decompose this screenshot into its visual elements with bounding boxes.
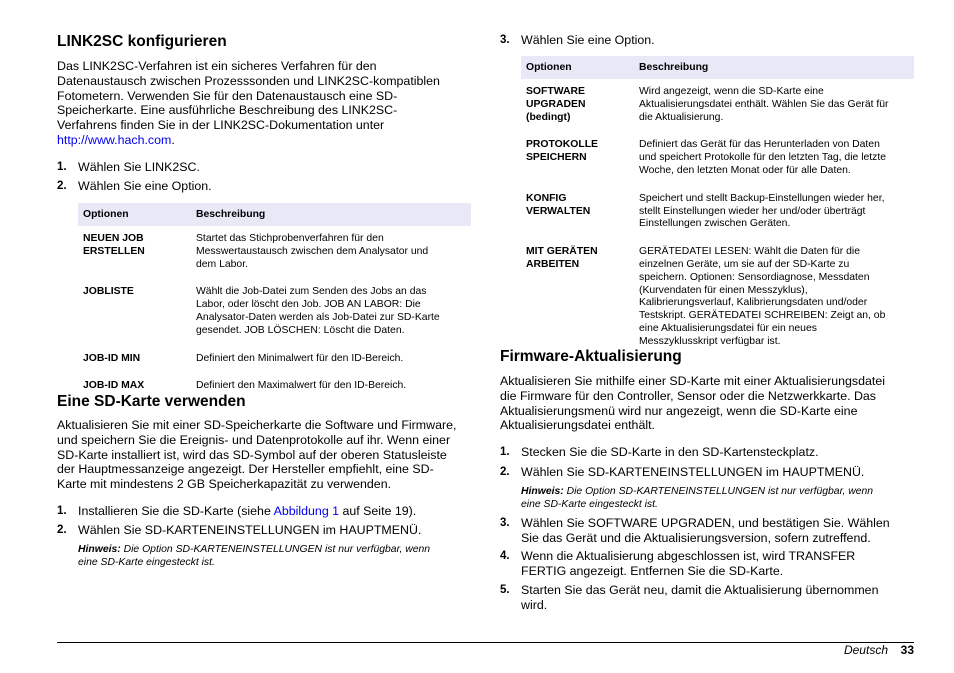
option-desc: die Aktualisierung. <box>639 111 724 123</box>
option-desc: und speichert Protokolle für den letzten Tag, die letzte <box>639 152 887 164</box>
step-3-firmware <box>500 516 914 546</box>
text-line: SD-Karte installiert ist, wird das SD-Symbol auf der oberen Statusleiste <box>57 447 447 462</box>
step-3-sd-card <box>500 33 914 48</box>
option-name: JOBLISTE <box>83 286 134 298</box>
step-text: Wählen Sie LINK2SC. <box>78 160 200 174</box>
heading-firmware: Firmware-Aktualisierung <box>500 348 682 365</box>
step-text: Installieren Sie die SD-Karte (siehe <box>78 504 274 518</box>
sd-card-options-table <box>521 56 914 357</box>
option-desc: (Kurvendaten für einen Messzyklus), <box>639 284 808 296</box>
step-number: 1. <box>57 505 67 517</box>
option-name: JOB-ID MIN <box>83 352 141 364</box>
step-number: 1. <box>57 161 67 173</box>
option-name: SPEICHERN <box>526 152 587 164</box>
option-desc: Aktualisierungsdatei enthält. Wählen Sie das Gerät für <box>639 98 889 110</box>
step-1-link2sc <box>57 160 471 175</box>
step-text: wird. <box>521 598 548 612</box>
step-1-sd-card <box>57 504 471 519</box>
firmware-intro <box>500 374 914 433</box>
step-number: 3. <box>500 34 510 46</box>
text-line: Aktualisieren Sie mit einer SD-Speicherkarte die Software und Firmware, <box>57 418 457 432</box>
text-line: Das LINK2SC-Verfahren ist ein sicheres Verfahren für den <box>57 59 377 73</box>
option-name: JOB-ID MAX <box>83 380 145 392</box>
table-row <box>78 279 471 345</box>
col-header-description: Beschreibung <box>634 56 914 79</box>
option-desc: Messwertaustausch zwischen dem Analysator und <box>196 245 429 257</box>
text-line: Fotometern. Verwenden Sie für den Datenaustausch eine SD- <box>57 88 398 103</box>
text-line: der Hauptmessanzeige angezeigt. Der Hersteller empfiehlt, eine SD- <box>57 462 434 477</box>
option-desc: Definiert den Minimalwert für den ID-Bereich. <box>196 352 404 364</box>
step-1-firmware <box>500 445 914 460</box>
step-5-firmware <box>500 583 914 613</box>
sd-card-intro <box>57 418 471 492</box>
step-text: Wählen Sie SD-KARTENEINSTELLUNGEN im HAUPTMENÜ. <box>521 465 865 479</box>
option-desc: eine Aktualisierungsdatei für ein neues <box>639 322 817 334</box>
col-header-options: Optionen <box>521 56 634 79</box>
option-desc: Messzyklusskript verfügbar ist. <box>639 335 781 347</box>
option-desc: GERÄTEDATEI LESEN: Wählt die Daten für die <box>639 246 860 258</box>
step-number: 4. <box>500 550 510 562</box>
option-name: KONFIG <box>526 192 567 204</box>
step-number: 1. <box>500 446 510 458</box>
option-name: (bedingt) <box>526 111 571 123</box>
page-number: 33 <box>900 643 914 657</box>
step-number: 2. <box>57 524 67 536</box>
option-desc: stellt Einstellungen wieder her und/oder überträgt <box>639 205 866 217</box>
option-name: SOFTWARE <box>526 86 585 97</box>
option-name: PROTOKOLLE <box>526 139 598 151</box>
text-line: Speicherkarte. Eine ausführliche Beschreibung des LINK2SC- <box>57 103 398 118</box>
note-text: eine SD-Karte eingesteckt ist. <box>521 499 658 510</box>
option-name: VERWALTEN <box>526 205 591 217</box>
text-line: Aktualisieren Sie mithilfe einer SD-Karte mit einer Aktualisierungsdatei <box>500 374 885 388</box>
text-line: die Firmware für den Controller, Sensor oder die Netzwerkkarte. Das <box>500 388 877 403</box>
option-name: UPGRADEN <box>526 98 586 110</box>
note-text: eine SD-Karte eingesteckt ist. <box>78 557 215 568</box>
option-desc: Definiert das Gerät für das Herunterladen von Daten <box>639 139 880 151</box>
table-row <box>521 186 914 239</box>
note-text: Die Option SD-KARTENEINSTELLUNGEN ist nur verfügbar, wenn <box>563 486 874 497</box>
text-line: und speichern Sie die Ereignis- und Datenprotokolle auf ihr. Wenn einer <box>57 432 451 447</box>
step-text: Starten Sie das Gerät neu, damit die Aktualisierung übernommen <box>521 583 879 597</box>
step-text: Wählen Sie SOFTWARE UPGRADEN, und bestätigen Sie. Wählen <box>521 516 890 530</box>
text-line: Karte mit mindestens 2 GB Speicherkapazität zu verwenden. <box>57 477 392 492</box>
step-text: auf Seite 19). <box>339 504 417 518</box>
step-text: Sie das Gerät und die Aktualisierungsversion, sofern zutreffend. <box>521 531 871 545</box>
table-row <box>78 346 471 374</box>
text-line: Datenaustausch zwischen Prozesssonden und LINK2SC-kompatiblen <box>57 73 440 88</box>
note-label: Hinweis: <box>521 486 564 497</box>
col-header-description: Beschreibung <box>191 203 471 226</box>
option-desc: Wird angezeigt, wenn die SD-Karte eine <box>639 86 824 97</box>
step-text: Stecken Sie die SD-Karte in den SD-Kartensteckplatz. <box>521 445 819 459</box>
option-desc: dem Labor. <box>196 258 248 270</box>
table-row <box>78 226 471 279</box>
option-name: ARBEITEN <box>526 258 580 270</box>
step-number: 2. <box>500 466 510 478</box>
table-row <box>521 132 914 185</box>
option-desc: Labor, oder löscht den Job. JOB AN LABOR: Die <box>196 299 421 311</box>
option-desc: Kalibrierungsverlauf, Kalibrierungsdaten und/oder <box>639 297 868 309</box>
figure-link[interactable]: Abbildung 1 <box>273 504 340 518</box>
option-desc: Testskript. GERÄTEDATEI SCHREIBEN: Zeigt an, ob <box>639 310 886 322</box>
heading-sd-card: Eine SD-Karte verwenden <box>57 393 246 410</box>
note-text: Die Option SD-KARTENEINSTELLUNGEN ist nur verfügbar, wenn <box>120 544 431 555</box>
step-2-sd-card <box>57 523 471 538</box>
option-desc: Startet das Stichprobenverfahren für den <box>196 233 384 244</box>
step-2-firmware <box>500 465 914 480</box>
option-name: MIT GERÄTEN <box>526 246 598 258</box>
text-line: Aktualisierungsmenü wird nur angezeigt, wenn die SD-Karte eine <box>500 403 858 418</box>
option-desc: Woche, den letzten Monat oder für alle Daten. <box>639 164 851 176</box>
note-label: Hinweis: <box>78 544 121 555</box>
table-row <box>521 79 914 132</box>
footer-divider <box>57 642 914 643</box>
text-line: Verfahrens finden Sie in der LINK2SC-Dokumentation unter <box>57 118 385 133</box>
hach-link[interactable]: http://www.hach.com <box>57 132 172 147</box>
option-desc: einzelnen Geräte, um sie auf der SD-Karte zu <box>639 258 850 270</box>
option-desc: speichern. Optionen: Sensordiagnose, Messdaten <box>639 271 870 283</box>
option-desc: Analysator-Daten werden als Job-Datei zur SD-Karte <box>196 311 440 323</box>
heading-link2sc: LINK2SC konfigurieren <box>57 33 227 50</box>
step-text: Wählen Sie SD-KARTENEINSTELLUNGEN im HAUPTMENÜ. <box>78 523 422 537</box>
option-desc: Definiert den Maximalwert für den ID-Bereich. <box>196 380 407 392</box>
table-row <box>521 239 914 356</box>
link2sc-intro <box>57 59 471 148</box>
note-sd-card <box>78 543 471 569</box>
option-desc: Wählt die Job-Datei zum Senden des Jobs an das <box>196 286 427 298</box>
option-desc: Speichert und stellt Backup-Einstellungen wieder her, <box>639 192 885 204</box>
step-text: Wählen Sie eine Option. <box>78 179 212 193</box>
step-number: 5. <box>500 584 510 596</box>
footer-language: Deutsch <box>843 643 888 657</box>
link-tail: . <box>171 132 175 147</box>
option-name: NEUEN JOB <box>83 233 144 244</box>
option-name: ERSTELLEN <box>83 245 145 257</box>
col-header-options: Optionen <box>78 203 191 226</box>
step-number: 3. <box>500 517 510 529</box>
step-text: FERTIG angezeigt. Entfernen Sie die SD-Karte. <box>521 564 784 578</box>
option-desc: Einstellungen zwischen Geräten. <box>639 218 791 230</box>
step-number: 2. <box>57 180 67 192</box>
step-2-link2sc <box>57 179 471 194</box>
step-text: Wählen Sie eine Option. <box>521 33 655 47</box>
note-firmware <box>521 485 914 511</box>
option-desc: gesendet. JOB LÖSCHEN: Löscht die Daten. <box>196 324 405 336</box>
step-text: Wenn die Aktualisierung abgeschlossen ist, wird TRANSFER <box>521 549 856 563</box>
link2sc-options-table <box>78 203 471 401</box>
text-line: Aktualisierungsdatei enthält. <box>500 418 655 433</box>
step-4-firmware <box>500 549 914 579</box>
